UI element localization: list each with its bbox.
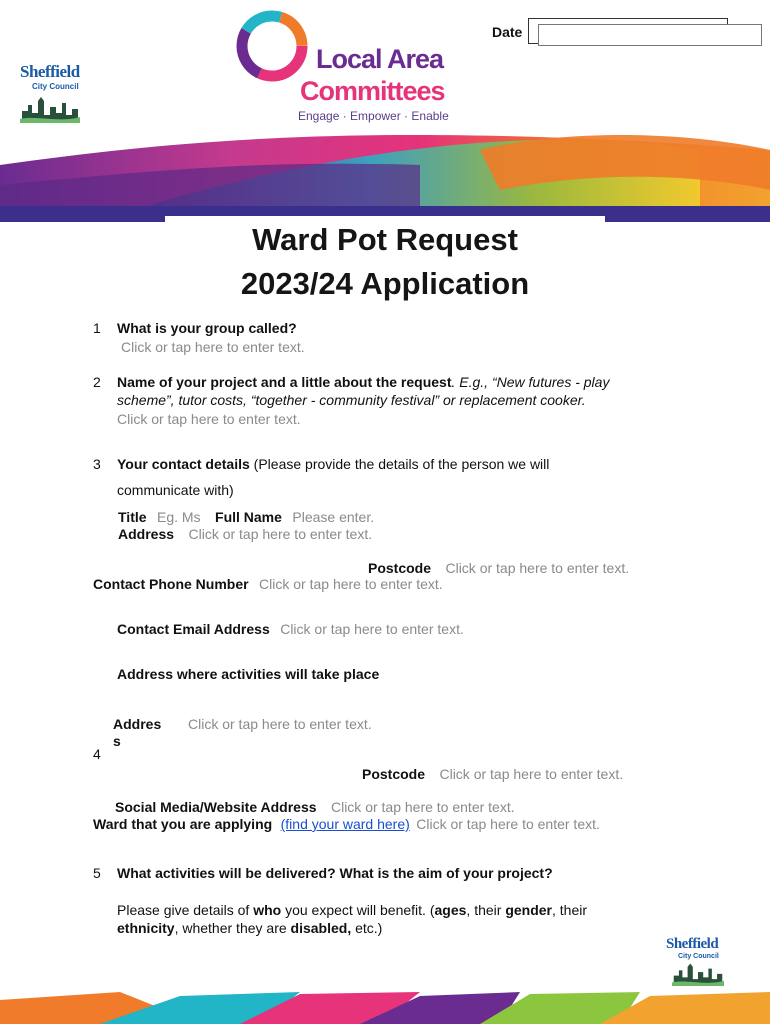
city-skyline-icon [20, 93, 80, 123]
activity-address-input[interactable]: Click or tap here to enter text. [188, 716, 372, 732]
q5-text-1: Please give details of [117, 902, 254, 918]
program-tagline: Engage · Empower · Enable [298, 109, 449, 123]
email-label: Contact Email Address [117, 621, 270, 637]
contact-postcode-input[interactable]: Click or tap here to enter text. [445, 560, 630, 576]
q5-bold-who: who [253, 902, 282, 918]
question-1-label: What is your group called? [117, 320, 297, 336]
social-input[interactable]: Click or tap here to enter text. [330, 799, 515, 815]
title-fullname-row [118, 509, 374, 527]
contact-address-row [118, 526, 372, 544]
find-ward-link[interactable]: (find your ward here) [280, 816, 410, 832]
q5-text-4: , their [552, 902, 588, 918]
page-title-line1: Ward Pot Request [252, 222, 518, 257]
ward-row [93, 816, 600, 834]
council-sub: City Council [32, 82, 79, 91]
ward-input[interactable]: Click or tap here to enter text. [416, 816, 600, 832]
title-input[interactable]: Eg. Ms [156, 509, 201, 525]
question-3-note-1: (Please provide the details of the person we will [249, 456, 550, 472]
question-2-number: 2 [93, 374, 101, 390]
question-3-label: Your contact details [117, 456, 250, 472]
footer-council-name: Sheffield [666, 936, 719, 952]
program-title-line1: Local Area [316, 44, 444, 74]
social-row [115, 799, 515, 817]
activity-postcode-row [362, 766, 623, 784]
q5-text-2: you expect will benefit. ( [281, 902, 435, 918]
activity-postcode-label: Postcode [362, 766, 426, 782]
question-2-label: Name of your project and a little about the request [117, 374, 452, 390]
footer-council-sub: City Council [678, 953, 719, 960]
q5-text-5: , whether they are [174, 920, 291, 936]
project-name-input[interactable]: Click or tap here to enter text. [117, 411, 301, 427]
q5-bold-gender: gender [505, 902, 553, 918]
email-input[interactable]: Click or tap here to enter text. [280, 621, 464, 637]
council-logo [20, 62, 100, 126]
fullname-label: Full Name [215, 509, 282, 525]
question-3-note-2: communicate with) [117, 482, 234, 498]
question-5-number: 5 [93, 865, 101, 881]
question-2-example-1: . E.g., “New futures - play [451, 374, 610, 390]
postcode-label: Postcode [368, 560, 432, 576]
q5-text-6: etc.) [351, 920, 383, 936]
question-2-example-2: scheme”, tutor costs, “together - community festival” or replacement cooker. [117, 392, 586, 408]
q5-bold-disabled: disabled, [290, 920, 352, 936]
q5-bold-ethnicity: ethnicity [117, 920, 175, 936]
q5-bold-ages: ages [434, 902, 467, 918]
social-label: Social Media/Website Address [115, 799, 317, 815]
council-name: Sheffield [20, 62, 80, 81]
group-name-input[interactable]: Click or tap here to enter text. [121, 339, 305, 355]
phone-row [93, 576, 443, 594]
question-1-number: 1 [93, 320, 101, 336]
date-input[interactable] [538, 24, 762, 46]
footer-skyline-icon [666, 960, 730, 986]
activity-postcode-input[interactable]: Click or tap here to enter text. [439, 766, 624, 782]
footer-council-logo [666, 936, 738, 992]
email-row [117, 621, 464, 639]
phone-input[interactable]: Click or tap here to enter text. [259, 576, 443, 592]
contact-address-input[interactable]: Click or tap here to enter text. [188, 526, 373, 542]
footer-banner [0, 992, 770, 1024]
question-2-line1 [117, 374, 609, 390]
question-3-line1 [117, 456, 549, 472]
title-label: Title [118, 509, 147, 525]
activity-address-label-a: Addres [113, 716, 162, 732]
program-title-line2: Committees [300, 76, 445, 106]
fullname-input[interactable]: Please enter. [292, 509, 375, 525]
phone-label: Contact Phone Number [93, 576, 249, 592]
question-4-number: 4 [93, 746, 101, 762]
question-5-desc-line2 [117, 920, 382, 936]
date-label: Date [492, 24, 523, 40]
question-3-number: 3 [93, 456, 101, 472]
q5-text-3: , their [466, 902, 506, 918]
page-title-line2: 2023/24 Application [240, 266, 530, 301]
question-5-desc-line1 [117, 902, 587, 918]
ward-label: Ward that you are applying [93, 816, 273, 832]
question-5-label: What activities will be delivered? What is the aim of your project? [117, 865, 553, 881]
activity-address-label-b: s [113, 733, 121, 749]
question-4-label: Address where activities will take place [117, 666, 380, 682]
address-label: Address [118, 526, 175, 542]
